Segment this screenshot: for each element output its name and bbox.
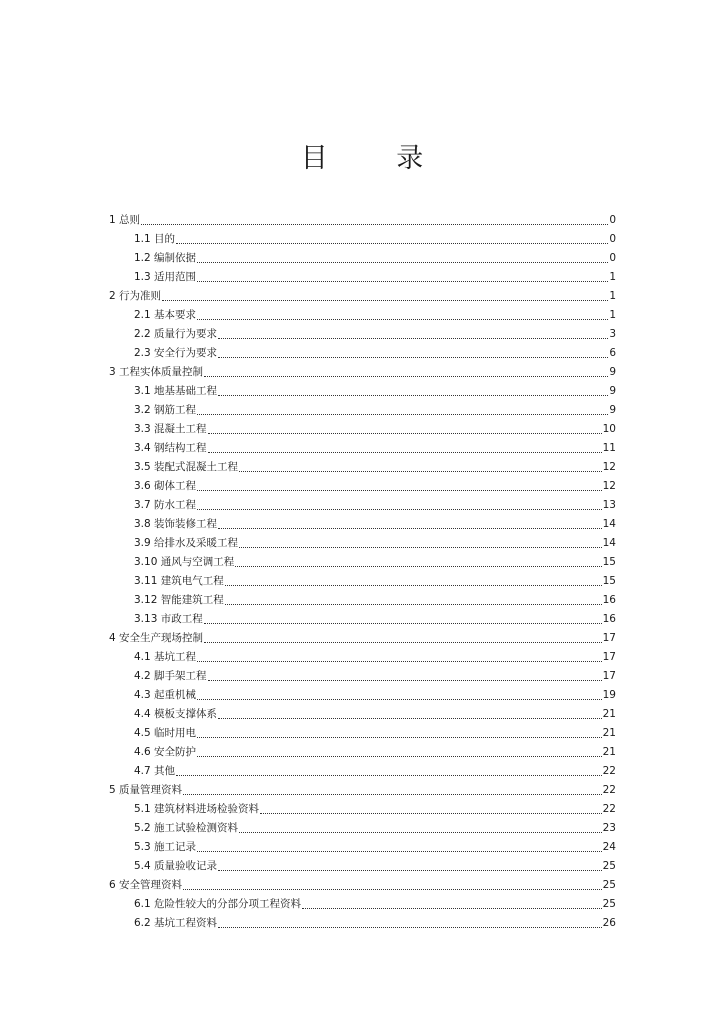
toc-entry-label: 3 工程实体质量控制	[109, 366, 204, 378]
dot-leader	[208, 680, 602, 681]
toc-entry-page-number: 0	[609, 214, 616, 226]
toc-entry-page-number: 21	[602, 746, 616, 758]
dot-leader	[197, 490, 602, 491]
toc-entry[interactable]	[109, 436, 616, 455]
toc-entry-page-number: 25	[602, 860, 616, 872]
toc-entry-label: 1.3 适用范围	[134, 271, 197, 283]
toc-entry[interactable]	[109, 740, 616, 759]
toc-entry-label: 4.2 脚手架工程	[134, 670, 207, 682]
toc-entry[interactable]	[109, 379, 616, 398]
toc-entry-page-number: 16	[602, 613, 616, 625]
toc-entry[interactable]	[109, 892, 616, 911]
toc-entry[interactable]	[109, 645, 616, 664]
toc-entry[interactable]	[109, 797, 616, 816]
dot-leader	[204, 642, 602, 643]
toc-entry-label: 3.4 钢结构工程	[134, 442, 207, 454]
dot-leader	[197, 661, 602, 662]
toc-entry-page-number: 24	[602, 841, 616, 853]
toc-entry[interactable]	[109, 835, 616, 854]
toc-entry-page-number: 15	[602, 556, 616, 568]
toc-entry-label: 2 行为准则	[109, 290, 162, 302]
toc-entry-page-number: 13	[602, 499, 616, 511]
toc-entry-label: 5.2 施工试验检测资料	[134, 822, 239, 834]
toc-entry[interactable]	[109, 778, 616, 797]
dot-leader	[197, 281, 608, 282]
toc-entry[interactable]	[109, 550, 616, 569]
dot-leader	[183, 889, 602, 890]
toc-entry-label: 6 安全管理资料	[109, 879, 183, 891]
toc-entry-page-number: 3	[609, 328, 616, 340]
toc-entry[interactable]	[109, 854, 616, 873]
toc-entry-label: 4.5 临时用电	[134, 727, 197, 739]
toc-entry[interactable]	[109, 607, 616, 626]
toc-entry-label: 3.12 智能建筑工程	[134, 594, 224, 606]
toc-entry-label: 4 安全生产现场控制	[109, 632, 204, 644]
dot-leader	[302, 908, 602, 909]
toc-entry[interactable]	[109, 208, 616, 227]
toc-entry[interactable]	[109, 683, 616, 702]
toc-entry-label: 1.2 编制依据	[134, 252, 197, 264]
dot-leader	[197, 851, 602, 852]
toc-entry-page-number: 1	[609, 290, 616, 302]
toc-entry[interactable]	[109, 664, 616, 683]
dot-leader	[197, 262, 608, 263]
toc-entry-label: 3.11 建筑电气工程	[134, 575, 224, 587]
toc-entry-label: 4.3 起重机械	[134, 689, 197, 701]
toc-entry[interactable]	[109, 474, 616, 493]
toc-entry-page-number: 1	[609, 309, 616, 321]
toc-entry[interactable]	[109, 227, 616, 246]
toc-entry-page-number: 10	[602, 423, 616, 435]
toc-entry-page-number: 23	[602, 822, 616, 834]
toc-entry-label: 3.9 给排水及采暖工程	[134, 537, 239, 549]
toc-entry-label: 3.7 防水工程	[134, 499, 197, 511]
toc-entry-label: 5.3 施工记录	[134, 841, 197, 853]
dot-leader	[204, 623, 602, 624]
toc-entry-page-number: 0	[609, 233, 616, 245]
toc-entry-page-number: 12	[602, 461, 616, 473]
toc-entry[interactable]	[109, 531, 616, 550]
toc-entry-label: 3.8 装饰装修工程	[134, 518, 218, 530]
toc-entry-label: 3.1 地基基础工程	[134, 385, 218, 397]
dot-leader	[260, 813, 602, 814]
dot-leader	[197, 319, 608, 320]
dot-leader	[239, 471, 602, 472]
dot-leader	[176, 243, 608, 244]
toc-entry[interactable]	[109, 303, 616, 322]
toc-entry-page-number: 14	[602, 537, 616, 549]
toc-entry-page-number: 22	[602, 765, 616, 777]
dot-leader	[204, 376, 608, 377]
toc-entry-label: 3.13 市政工程	[134, 613, 203, 625]
toc-entry-page-number: 9	[609, 404, 616, 416]
toc-entry-page-number: 26	[602, 917, 616, 929]
toc-entry-label: 5.4 质量验收记录	[134, 860, 218, 872]
toc-entry-label: 3.5 装配式混凝土工程	[134, 461, 239, 473]
toc-entry-label: 5 质量管理资料	[109, 784, 183, 796]
dot-leader	[239, 547, 602, 548]
toc-entry-page-number: 17	[602, 651, 616, 663]
toc-entry-page-number: 21	[602, 708, 616, 720]
toc-entry-label: 2.2 质量行为要求	[134, 328, 218, 340]
dot-leader	[225, 585, 602, 586]
toc-entry[interactable]	[109, 341, 616, 360]
dot-leader	[218, 357, 608, 358]
toc-entry-label: 2.1 基本要求	[134, 309, 197, 321]
toc-entry-page-number: 1	[609, 271, 616, 283]
toc-entry[interactable]	[109, 493, 616, 512]
dot-leader	[208, 452, 602, 453]
toc-entry-page-number: 15	[602, 575, 616, 587]
toc-entry[interactable]	[109, 721, 616, 740]
toc-entry-page-number: 21	[602, 727, 616, 739]
toc-entry[interactable]	[109, 512, 616, 531]
toc-entry-label: 4.1 基坑工程	[134, 651, 197, 663]
toc-entry[interactable]	[109, 265, 616, 284]
dot-leader	[218, 395, 608, 396]
dot-leader	[218, 718, 602, 719]
toc-entry-label: 6.2 基坑工程资料	[134, 917, 218, 929]
dot-leader	[208, 433, 602, 434]
toc-entry-page-number: 17	[602, 670, 616, 682]
toc-entry-label: 4.6 安全防护	[134, 746, 197, 758]
toc-entry[interactable]	[109, 911, 616, 930]
dot-leader	[183, 794, 602, 795]
dot-leader	[197, 699, 602, 700]
toc-entry[interactable]	[109, 569, 616, 588]
dot-leader	[197, 509, 602, 510]
dot-leader	[197, 414, 608, 415]
toc-entry-label: 4.7 其他	[134, 765, 176, 777]
toc-entry-label: 3.10 通风与空调工程	[134, 556, 235, 568]
toc-entry-page-number: 22	[602, 803, 616, 815]
toc-entry[interactable]	[109, 702, 616, 721]
toc-entry[interactable]	[109, 284, 616, 303]
toc-entry-page-number: 19	[602, 689, 616, 701]
page-title: 目 录	[300, 143, 454, 174]
toc-entry-page-number: 11	[602, 442, 616, 454]
toc-entry-page-number: 6	[609, 347, 616, 359]
toc-entry-page-number: 0	[609, 252, 616, 264]
toc-entry-label: 1.1 目的	[134, 233, 176, 245]
dot-leader	[197, 737, 602, 738]
toc-entry[interactable]	[109, 322, 616, 341]
toc-entry-page-number: 9	[609, 385, 616, 397]
dot-leader	[162, 300, 608, 301]
toc-entry[interactable]	[109, 360, 616, 379]
toc-entry-page-number: 14	[602, 518, 616, 530]
dot-leader	[239, 832, 602, 833]
toc-entry[interactable]	[109, 816, 616, 835]
toc-entry-label: 5.1 建筑材料进场检验资料	[134, 803, 260, 815]
dot-leader	[176, 775, 602, 776]
dot-leader	[218, 927, 602, 928]
dot-leader	[218, 870, 602, 871]
dot-leader	[235, 566, 601, 567]
dot-leader	[218, 338, 608, 339]
toc-entry-page-number: 9	[609, 366, 616, 378]
toc-entry-page-number: 17	[602, 632, 616, 644]
toc-entry[interactable]	[109, 626, 616, 645]
toc-entry-page-number: 25	[602, 898, 616, 910]
toc-entry-page-number: 25	[602, 879, 616, 891]
toc-entry-label: 6.1 危险性较大的分部分项工程资料	[134, 898, 302, 910]
dot-leader	[141, 224, 608, 225]
toc-entry-label: 3.3 混凝土工程	[134, 423, 207, 435]
toc-entry[interactable]	[109, 417, 616, 436]
toc-entry[interactable]	[109, 398, 616, 417]
toc-entry-page-number: 12	[602, 480, 616, 492]
toc-entry-label: 3.6 砌体工程	[134, 480, 197, 492]
dot-leader	[225, 604, 602, 605]
toc-entry[interactable]	[109, 873, 616, 892]
toc-entry-label: 2.3 安全行为要求	[134, 347, 218, 359]
dot-leader	[197, 756, 602, 757]
toc-entry-label: 1 总则	[109, 214, 141, 226]
toc-entry-page-number: 22	[602, 784, 616, 796]
toc-entry[interactable]	[109, 759, 616, 778]
table-of-contents	[109, 208, 616, 930]
toc-entry-label: 4.4 模板支撑体系	[134, 708, 218, 720]
toc-entry[interactable]	[109, 246, 616, 265]
toc-entry[interactable]	[109, 455, 616, 474]
toc-entry-label: 3.2 钢筋工程	[134, 404, 197, 416]
dot-leader	[218, 528, 602, 529]
toc-entry[interactable]	[109, 588, 616, 607]
toc-entry-page-number: 16	[602, 594, 616, 606]
